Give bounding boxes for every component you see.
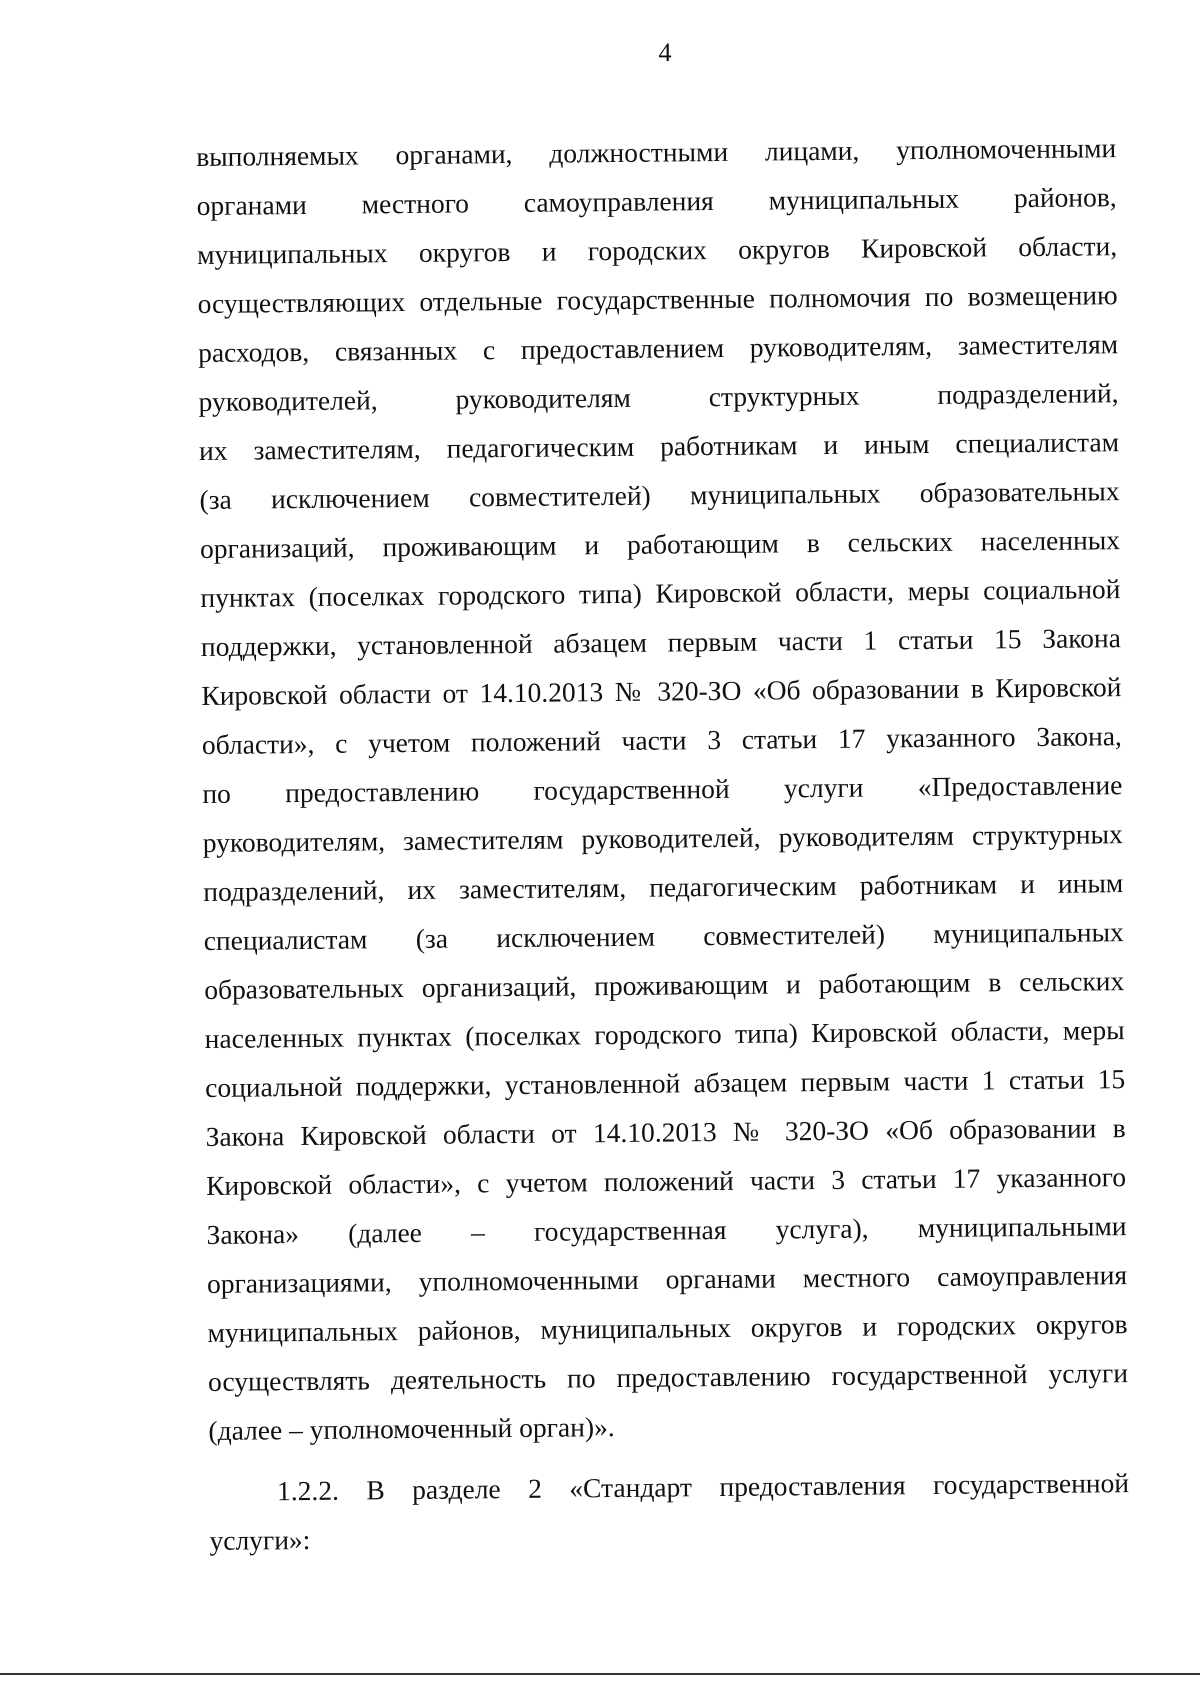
- text-line: услуги»:: [209, 1523, 311, 1556]
- text-line: Закона Кировской области от 14.10.2013 № 320-ЗО «Об образовании в: [205, 1112, 1126, 1152]
- text-line: органами местного самоуправления муниципальных районов,: [196, 181, 1117, 221]
- body-text: [196, 123, 1130, 1565]
- text-line: населенных пунктах (поселках городского типа) Кировской области, меры: [204, 1014, 1125, 1054]
- text-line: социальной поддержки, установленной абзацем первым части 1 статьи 15: [205, 1063, 1126, 1103]
- text-line: специалистам (за исключением совместителей) муниципальных: [203, 916, 1124, 956]
- text-line: руководителям, заместителям руководителей, руководителям структурных: [202, 818, 1123, 858]
- text-line: Кировской области от 14.10.2013 № 320-ЗО «Об образовании в Кировской: [201, 671, 1122, 711]
- text-line: Закона» (далее – государственная услуга), муниципальными: [206, 1210, 1127, 1250]
- text-line: организаций, проживающим и работающим в сельских населенных: [199, 524, 1121, 564]
- paragraph: [209, 1458, 1130, 1565]
- paragraph: [196, 123, 1129, 1455]
- text-line: осуществлять деятельность по предоставлению государственной услуги: [207, 1357, 1129, 1397]
- text-line: руководителей, руководителям структурных подразделений,: [198, 377, 1119, 417]
- text-line: муниципальных округов и городских округов Кировской области,: [197, 230, 1118, 270]
- text-line: образовательных организаций, проживающим и работающим в сельских: [204, 965, 1125, 1005]
- text-line: (за исключением совместителей) муниципальных образовательных: [199, 475, 1120, 515]
- text-line: муниципальных районов, муниципальных округов и городских округов: [207, 1308, 1128, 1348]
- text-line: выполняемых органами, должностными лицами, уполномоченными: [196, 132, 1117, 172]
- text-line: расходов, связанных с предоставлением руководителям, заместителям: [197, 328, 1119, 368]
- text-line: пунктах (поселках городского типа) Кировской области, меры социальной: [200, 573, 1121, 613]
- text-line: организациями, уполномоченными органами местного самоуправления: [206, 1259, 1128, 1299]
- text-line: подразделений, их заместителям, педагогическим работникам и иным: [203, 867, 1124, 907]
- text-line: (далее – уполномоченный орган)».: [208, 1411, 615, 1446]
- text-line: их заместителям, педагогическим работникам и иным специалистам: [198, 426, 1120, 466]
- text-line: поддержки, установленной абзацем первым части 1 статьи 15 Закона: [200, 622, 1122, 662]
- text-line: 1.2.2. В разделе 2 «Стандарт предоставления государственной: [276, 1467, 1130, 1507]
- scan-edge-line: [0, 1673, 1200, 1675]
- text-line: по предоставлению государственной услуги «Предоставление: [202, 769, 1123, 809]
- text-line: области», с учетом положений части 3 статьи 17 указанного Закона,: [201, 720, 1122, 760]
- text-line: осуществляющих отдельные государственные полномочия по возмещению: [197, 279, 1118, 319]
- page-number: 4: [658, 38, 672, 67]
- text-line: Кировской области», с учетом положений части 3 статьи 17 указанного: [205, 1161, 1127, 1201]
